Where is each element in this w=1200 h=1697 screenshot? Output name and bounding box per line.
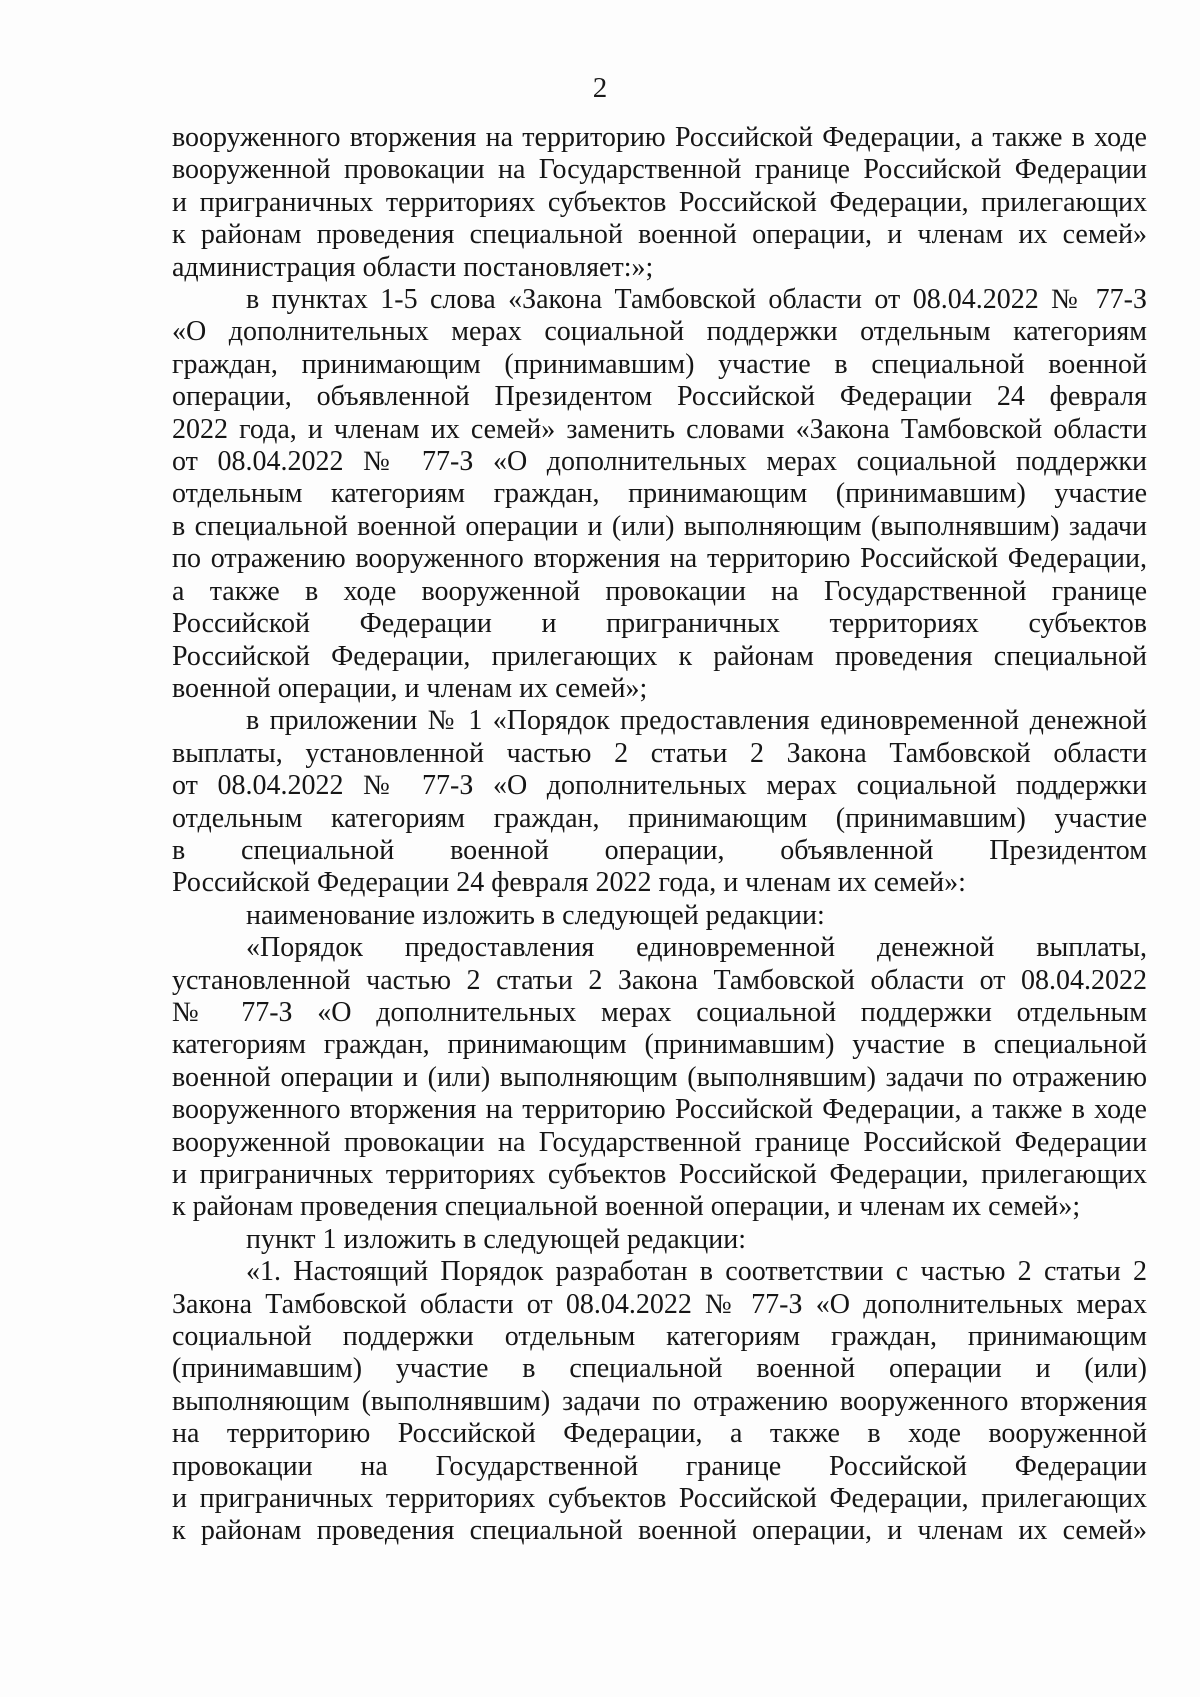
- text-line: № 77-З «О дополнительных мерах социальной поддержки отдельным: [172, 996, 1147, 1028]
- text-line: а также в ходе вооруженной провокации на Государственной границе: [172, 575, 1147, 607]
- text-line: военной операции и (или) выполняющим (выполнявшим) задачи по отражению: [172, 1061, 1147, 1093]
- document-body: [172, 122, 1147, 1548]
- text-line: социальной поддержки отдельным категориям граждан, принимающим: [172, 1321, 1147, 1353]
- text-line: «О дополнительных мерах социальной поддержки отдельным категориям: [172, 316, 1147, 348]
- text-line: 2022 года, и членам их семей» заменить словами «Закона Тамбовской области: [172, 413, 1147, 445]
- text-line: вооруженной провокации на Государственной границе Российской Федерации: [172, 154, 1147, 186]
- text-line: и приграничных территориях субъектов Российской Федерации, прилегающих: [172, 1483, 1147, 1515]
- text-line: «1. Настоящий Порядок разработан в соответствии с частью 2 статьи 2: [246, 1256, 1147, 1288]
- text-line: и приграничных территориях субъектов Российской Федерации, прилегающих: [172, 1159, 1147, 1190]
- text-line: выплаты, установленной частью 2 статьи 2 Закона Тамбовской области: [172, 737, 1147, 769]
- text-line: вооруженной провокации на Государственной границе Российской Федерации: [172, 1126, 1147, 1158]
- text-line: «Порядок предоставления единовременной денежной выплаты,: [246, 932, 1147, 964]
- text-line: (принимавшим) участие в специальной военной операции и (или): [172, 1353, 1147, 1385]
- text-line: в специальной военной операции и (или) выполняющим (выполнявшим) задачи: [172, 510, 1147, 542]
- text-line: к районам проведения специальной военной операции, и членам их семей»: [172, 219, 1147, 251]
- text-line: Российской Федерации, прилегающих к районам проведения специальной: [172, 640, 1147, 672]
- text-line: к районам проведения специальной военной операции, и членам их семей»: [172, 1515, 1147, 1547]
- text-line: в пунктах 1-5 слова «Закона Тамбовской области от 08.04.2022 № 77-З: [246, 284, 1147, 316]
- text-line: на территорию Российской Федерации, а также в ходе вооруженной: [172, 1418, 1147, 1450]
- text-line: Российской Федерации 24 февраля 2022 года, и членам их семей»:: [172, 867, 966, 899]
- text-line: выполняющим (выполнявшим) задачи по отражению вооруженного вторжения: [172, 1385, 1147, 1417]
- text-line: Российской Федерации и приграничных территориях субъектов: [172, 608, 1147, 640]
- text-line: вооруженного вторжения на территорию Российской Федерации, а также в ходе: [172, 1094, 1147, 1126]
- text-line: от 08.04.2022 № 77-З «О дополнительных мерах социальной поддержки: [172, 770, 1147, 802]
- page-number: 2: [592, 72, 608, 104]
- text-line: наименование изложить в следующей редакции:: [246, 899, 825, 931]
- text-line: вооруженного вторжения на территорию Российской Федерации, а также в ходе: [172, 122, 1147, 153]
- text-line: граждан, принимающим (принимавшим) участие в специальной военной: [172, 348, 1147, 380]
- text-line: операции, объявленной Президентом Российской Федерации 24 февраля: [172, 381, 1147, 413]
- text-line: Закона Тамбовской области от 08.04.2022 № 77-З «О дополнительных мерах: [172, 1288, 1147, 1320]
- text-line: провокации на Государственной границе Российской Федерации: [172, 1450, 1147, 1482]
- text-line: отдельным категориям граждан, принимающим (принимавшим) участие: [172, 478, 1147, 510]
- text-line: к районам проведения специальной военной операции, и членам их семей»;: [172, 1191, 1081, 1223]
- text-line: от 08.04.2022 № 77-З «О дополнительных мерах социальной поддержки: [172, 446, 1147, 478]
- text-line: военной операции, и членам их семей»;: [172, 672, 648, 704]
- text-line: установленной частью 2 статьи 2 Закона Тамбовской области от 08.04.2022: [172, 964, 1147, 996]
- text-line: по отражению вооруженного вторжения на территорию Российской Федерации,: [172, 543, 1147, 575]
- text-line: и приграничных территориях субъектов Российской Федерации, прилегающих: [172, 186, 1147, 218]
- text-line: отдельным категориям граждан, принимающим (принимавшим) участие: [172, 802, 1147, 834]
- text-line: категориям граждан, принимающим (принимавшим) участие в специальной: [172, 1029, 1147, 1061]
- text-line: администрация области постановляет:»;: [172, 251, 654, 283]
- text-line: пункт 1 изложить в следующей редакции:: [246, 1223, 746, 1255]
- text-line: в приложении № 1 «Порядок предоставления единовременной денежной: [246, 705, 1147, 737]
- text-line: в специальной военной операции, объявленной Президентом: [172, 834, 1147, 866]
